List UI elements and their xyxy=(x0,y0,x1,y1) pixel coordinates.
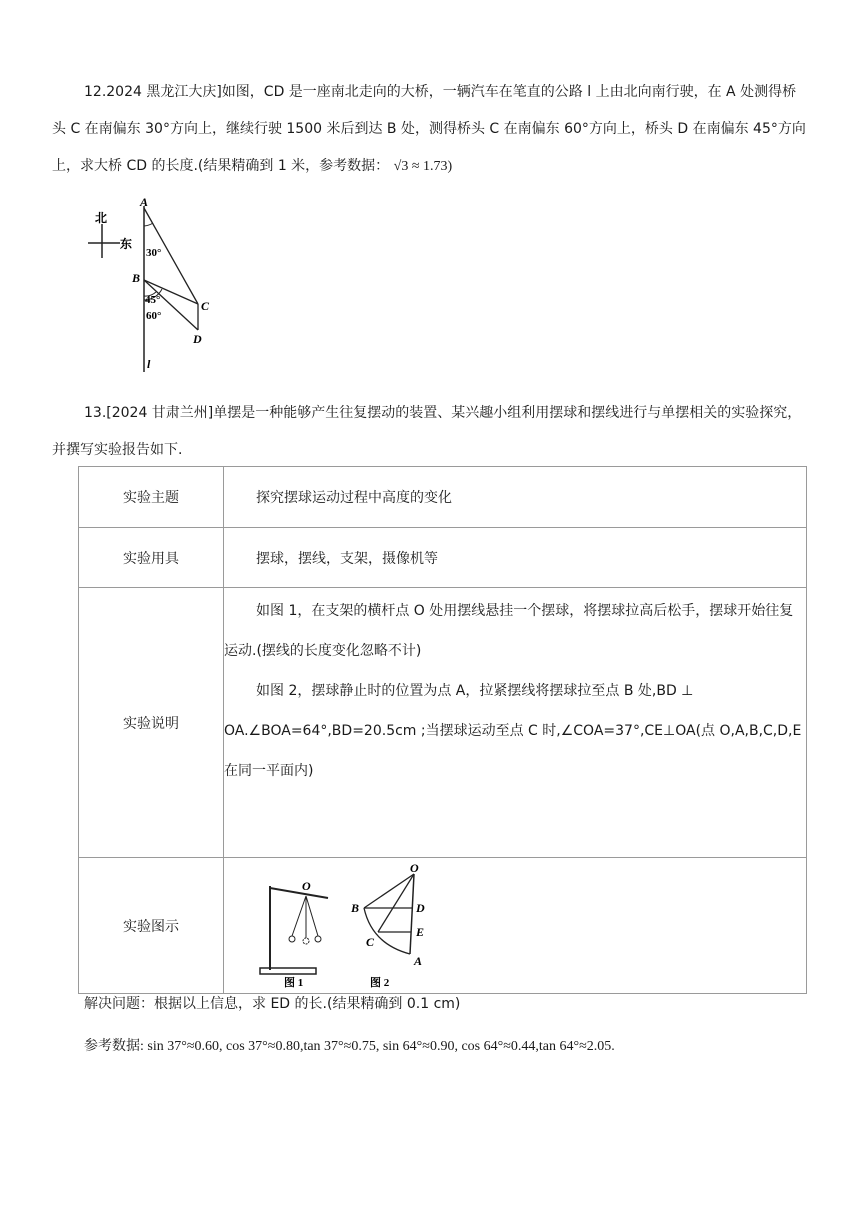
stand-arm xyxy=(270,888,328,898)
row-figures xyxy=(79,858,807,994)
pendulum-figures xyxy=(254,862,454,990)
angle-45-label: 45° xyxy=(145,294,161,306)
ball-left xyxy=(289,936,295,942)
fig2-point-a: A xyxy=(414,953,423,968)
problem-statement: 解决问题：根据以上信息，求 ED 的长.(结果精确到 0.1 cm) xyxy=(84,996,461,1012)
angle-30-label: 30° xyxy=(146,247,162,259)
desc-paragraph-1: 如图 1，在支架的横杆点 O 处用摆线悬挂一个摆球，将摆球拉高后松手，摆球开始往复运动.(摆线的长度变化忽略不计) xyxy=(224,603,794,659)
fig2-point-e: E xyxy=(416,924,425,939)
angle-arc-a xyxy=(144,223,153,226)
fig2-point-c: C xyxy=(366,934,375,949)
point-a-label: A xyxy=(140,196,149,209)
desc-paragraph-2: 如图 2，摆球静止时的位置为点 A，拉紧摆线将摆球拉至点 B 处,BD ⊥ OA.∠BOA=64°,BD=20.5cm ;当摆球运动至点 C 时,∠COA=37°,CE⊥OA(点 O,A,B,C,D,E 在同一平面内) xyxy=(224,683,802,779)
fig2-point-o: O xyxy=(410,861,419,875)
row-description xyxy=(79,588,807,858)
reference-data: 参考数据: sin 37°≈0.60, cos 37°≈0.80,tan 37°≈0.75, sin 64°≈0.90, cos 64°≈0.44,tan 64°≈2.05. xyxy=(84,1039,615,1054)
sqrt-reference: √3 ≈ 1.73) xyxy=(393,159,453,174)
ball-right xyxy=(315,936,321,942)
question-13-intro: 13.[2024 甘肃兰州]单摆是一种能够产生往复摆动的装置、某兴趣小组利用摆球和摆线进行与单摆相关的实验探究，并撰写实验报告如下. xyxy=(52,405,802,458)
string-right xyxy=(306,896,318,936)
string-left xyxy=(292,896,306,936)
question-12-body: 12.2024 黑龙江大庆]如图，CD 是一座南北走向的大桥，一辆汽车在笔直的公路 l 上由北向南行驶，在 A 处测得桥头 C 在南偏东 30°方向上，继续行驶 1500 米后到达 B 处，测得桥头 C 在南偏东 60°方向上，桥头 D 在南偏东 45°方向上，求大桥 CD 的长度.(结果精确到 1 米，参考数据： xyxy=(52,84,806,174)
fig1-point-o: O xyxy=(302,878,311,893)
point-d-label: D xyxy=(193,332,202,346)
fig2-point-b: B xyxy=(351,900,360,915)
desc-label: 实验说明 xyxy=(79,588,224,858)
point-c-label: C xyxy=(201,299,210,313)
question-12-text xyxy=(52,74,808,185)
fig2-point-d: D xyxy=(416,900,425,915)
ball-middle xyxy=(303,938,309,944)
line-l-label: l xyxy=(147,357,151,371)
line-ob xyxy=(364,874,414,908)
topic-value: 探究摆球运动过程中高度的变化 xyxy=(224,467,807,528)
line-oa xyxy=(410,874,414,954)
angle-60-label: 60° xyxy=(146,310,162,322)
tools-value: 摆球，摆线，支架，摄像机等 xyxy=(224,528,807,588)
row-topic xyxy=(79,467,807,528)
fig-label: 实验图示 xyxy=(79,858,224,994)
desc-value xyxy=(224,588,807,858)
bridge-figure xyxy=(82,196,222,376)
fig-cell xyxy=(224,858,807,994)
north-label: 北 xyxy=(95,211,108,225)
row-tools xyxy=(79,528,807,588)
experiment-report-table xyxy=(78,466,807,994)
fig1-caption: 图 1 xyxy=(284,976,304,989)
fig2-caption: 图 2 xyxy=(370,976,390,989)
point-b-label: B xyxy=(132,271,141,285)
east-label: 东 xyxy=(120,237,133,251)
tools-label: 实验用具 xyxy=(79,528,224,588)
stand-base xyxy=(260,968,316,974)
line-oc xyxy=(378,874,414,932)
topic-label: 实验主题 xyxy=(79,467,224,528)
